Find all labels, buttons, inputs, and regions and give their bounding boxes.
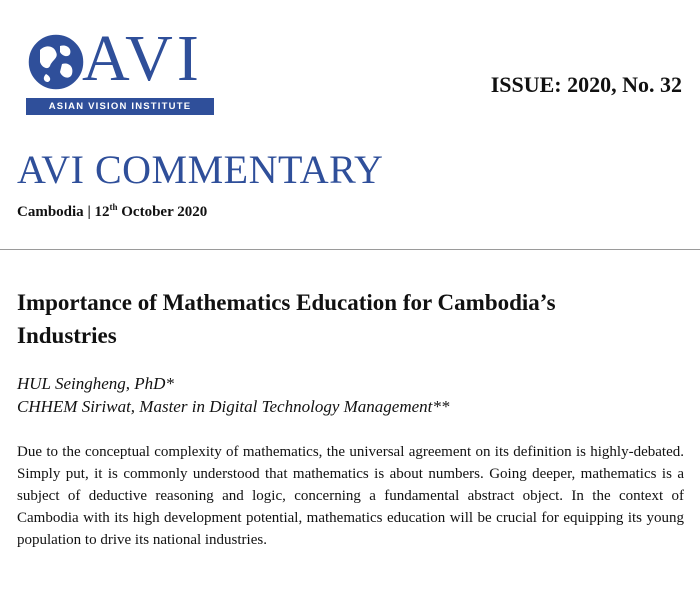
dateline: [17, 202, 207, 221]
article-title: Importance of Mathematics Education for Cambodia’s Industries: [17, 290, 556, 348]
avi-logo: [22, 22, 217, 118]
author-list: [17, 372, 449, 418]
issue-number: ISSUE: 2020, No. 32: [490, 72, 682, 97]
dateline-day-suffix: th: [109, 202, 118, 212]
divider: [0, 249, 700, 250]
dateline-day: 12: [94, 204, 110, 220]
commentary-title: AVI COMMENTARY: [17, 147, 384, 192]
author-line: HUL Seingheng, PhD*: [17, 374, 174, 393]
dateline-month-year: October 2020: [117, 204, 208, 220]
dateline-country: Cambodia: [17, 204, 84, 220]
logo-letters: AVI: [82, 22, 203, 95]
author-line: CHHEM Siriwat, Master in Digital Technology Management**: [17, 397, 450, 416]
dateline-separator: |: [83, 204, 95, 220]
logo-band: ASIAN VISION INSTITUTE: [26, 98, 214, 115]
body-paragraph: Due to the conceptual complexity of mathematics, the universal agreement on its definition is highly-debated. Simply put, it is commonly understood that mathematics is about numbers. Going deeper, mathematics is a subject of deductive reasoning and logic, concerning a fundamental abstract object. In the context of Cambodia with its high development potential, mathematics education will be crucial for equipping its young population to drive its national industries.: [17, 444, 684, 548]
globe-icon: [26, 32, 86, 92]
